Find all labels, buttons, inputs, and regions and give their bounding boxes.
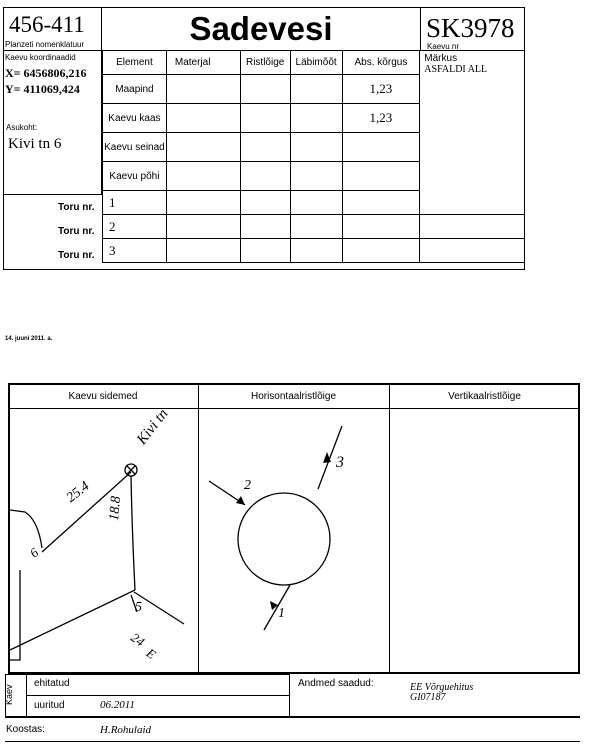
coords-caption: Kaevu koordinaadid <box>5 53 76 62</box>
panel-title-vertical: Vertikaalristlõige <box>448 391 521 402</box>
footer-side-label: Kaev <box>4 684 14 705</box>
distance-label: 18.8 <box>107 495 125 522</box>
pipe-marker: 3 <box>336 454 344 471</box>
col-header-section: Ristlõige <box>240 51 290 75</box>
pipe-marker: 1 <box>278 606 285 621</box>
pipe-label: Toru nr. <box>58 202 95 213</box>
compiled-value: H.Rohulaid <box>100 724 152 736</box>
street-label: Kivi tn <box>134 406 172 448</box>
data-from-value: EE Võrguehitus <box>410 682 474 693</box>
pipe-number: 3 <box>103 239 167 263</box>
col-header-diameter: Läbimõõt <box>290 51 342 75</box>
built-label: ehitatud <box>34 678 70 689</box>
date-stamp: 14. juuni 2011. a. <box>5 336 53 342</box>
pipe-label: Toru nr. <box>58 250 95 261</box>
col-header-element: Element <box>103 51 167 75</box>
distance-label: 24 <box>128 629 148 650</box>
coord-x: X= 6456806,216 <box>5 66 87 80</box>
col-header-abs-height: Abs. kõrgus <box>342 51 420 75</box>
row-element-label: Kaevu kaas <box>103 104 167 133</box>
note-value: ASFALDI ALL <box>424 64 488 75</box>
location-caption: Asukoht: <box>6 123 38 132</box>
pipe-label: Toru nr. <box>58 226 95 237</box>
nomenclature-caption: Planzeti nomenklatuur <box>5 40 85 49</box>
footer-end-line <box>5 741 580 742</box>
panel-title-horizontal: Horisontaalristlõige <box>250 391 337 402</box>
row-element-label: Kaevu seinad <box>103 133 167 162</box>
footer-bottom-line <box>5 716 580 718</box>
location-value: Kivi tn 6 <box>8 136 62 152</box>
abs-height-value: 1,23 <box>342 104 420 133</box>
pipe-marker: 2 <box>244 478 251 493</box>
surveyed-label: uuritud <box>34 700 65 711</box>
col-header-note: Märkus <box>424 53 458 64</box>
well-number-caption: Kaevu nr <box>427 42 460 51</box>
mark-label: 6 <box>26 544 42 561</box>
pipe-number: 1 <box>103 191 167 215</box>
data-from-code: GI07187 <box>410 692 446 703</box>
abs-height-value: 1,23 <box>342 75 420 104</box>
col-header-material: Materjal <box>166 51 240 75</box>
footer-vline <box>26 674 27 716</box>
row-element-label: Kaevu põhi <box>103 162 167 191</box>
footer-top-line <box>5 674 289 675</box>
mark-label: 5 <box>135 600 142 615</box>
data-from-label: Andmed saadud: <box>298 678 374 689</box>
compiled-label: Koostas: <box>6 724 45 735</box>
footer-inner-line <box>26 695 289 696</box>
row-element-label: Maapind <box>103 75 167 104</box>
nomenclature-code: 456-411 <box>9 12 85 37</box>
coord-y: Y= 411069,424 <box>5 82 80 96</box>
pipe-number: 2 <box>103 215 167 239</box>
well-number: SK3978 <box>426 13 515 43</box>
panel-title-connections: Kaevu sidemed <box>68 391 138 402</box>
footer-vline <box>289 674 290 716</box>
surveyed-value: 06.2011 <box>100 699 135 711</box>
page-title: Sadevesi <box>189 10 333 47</box>
distance-label: 25.4 <box>64 478 93 506</box>
mark-label: E <box>143 645 159 663</box>
